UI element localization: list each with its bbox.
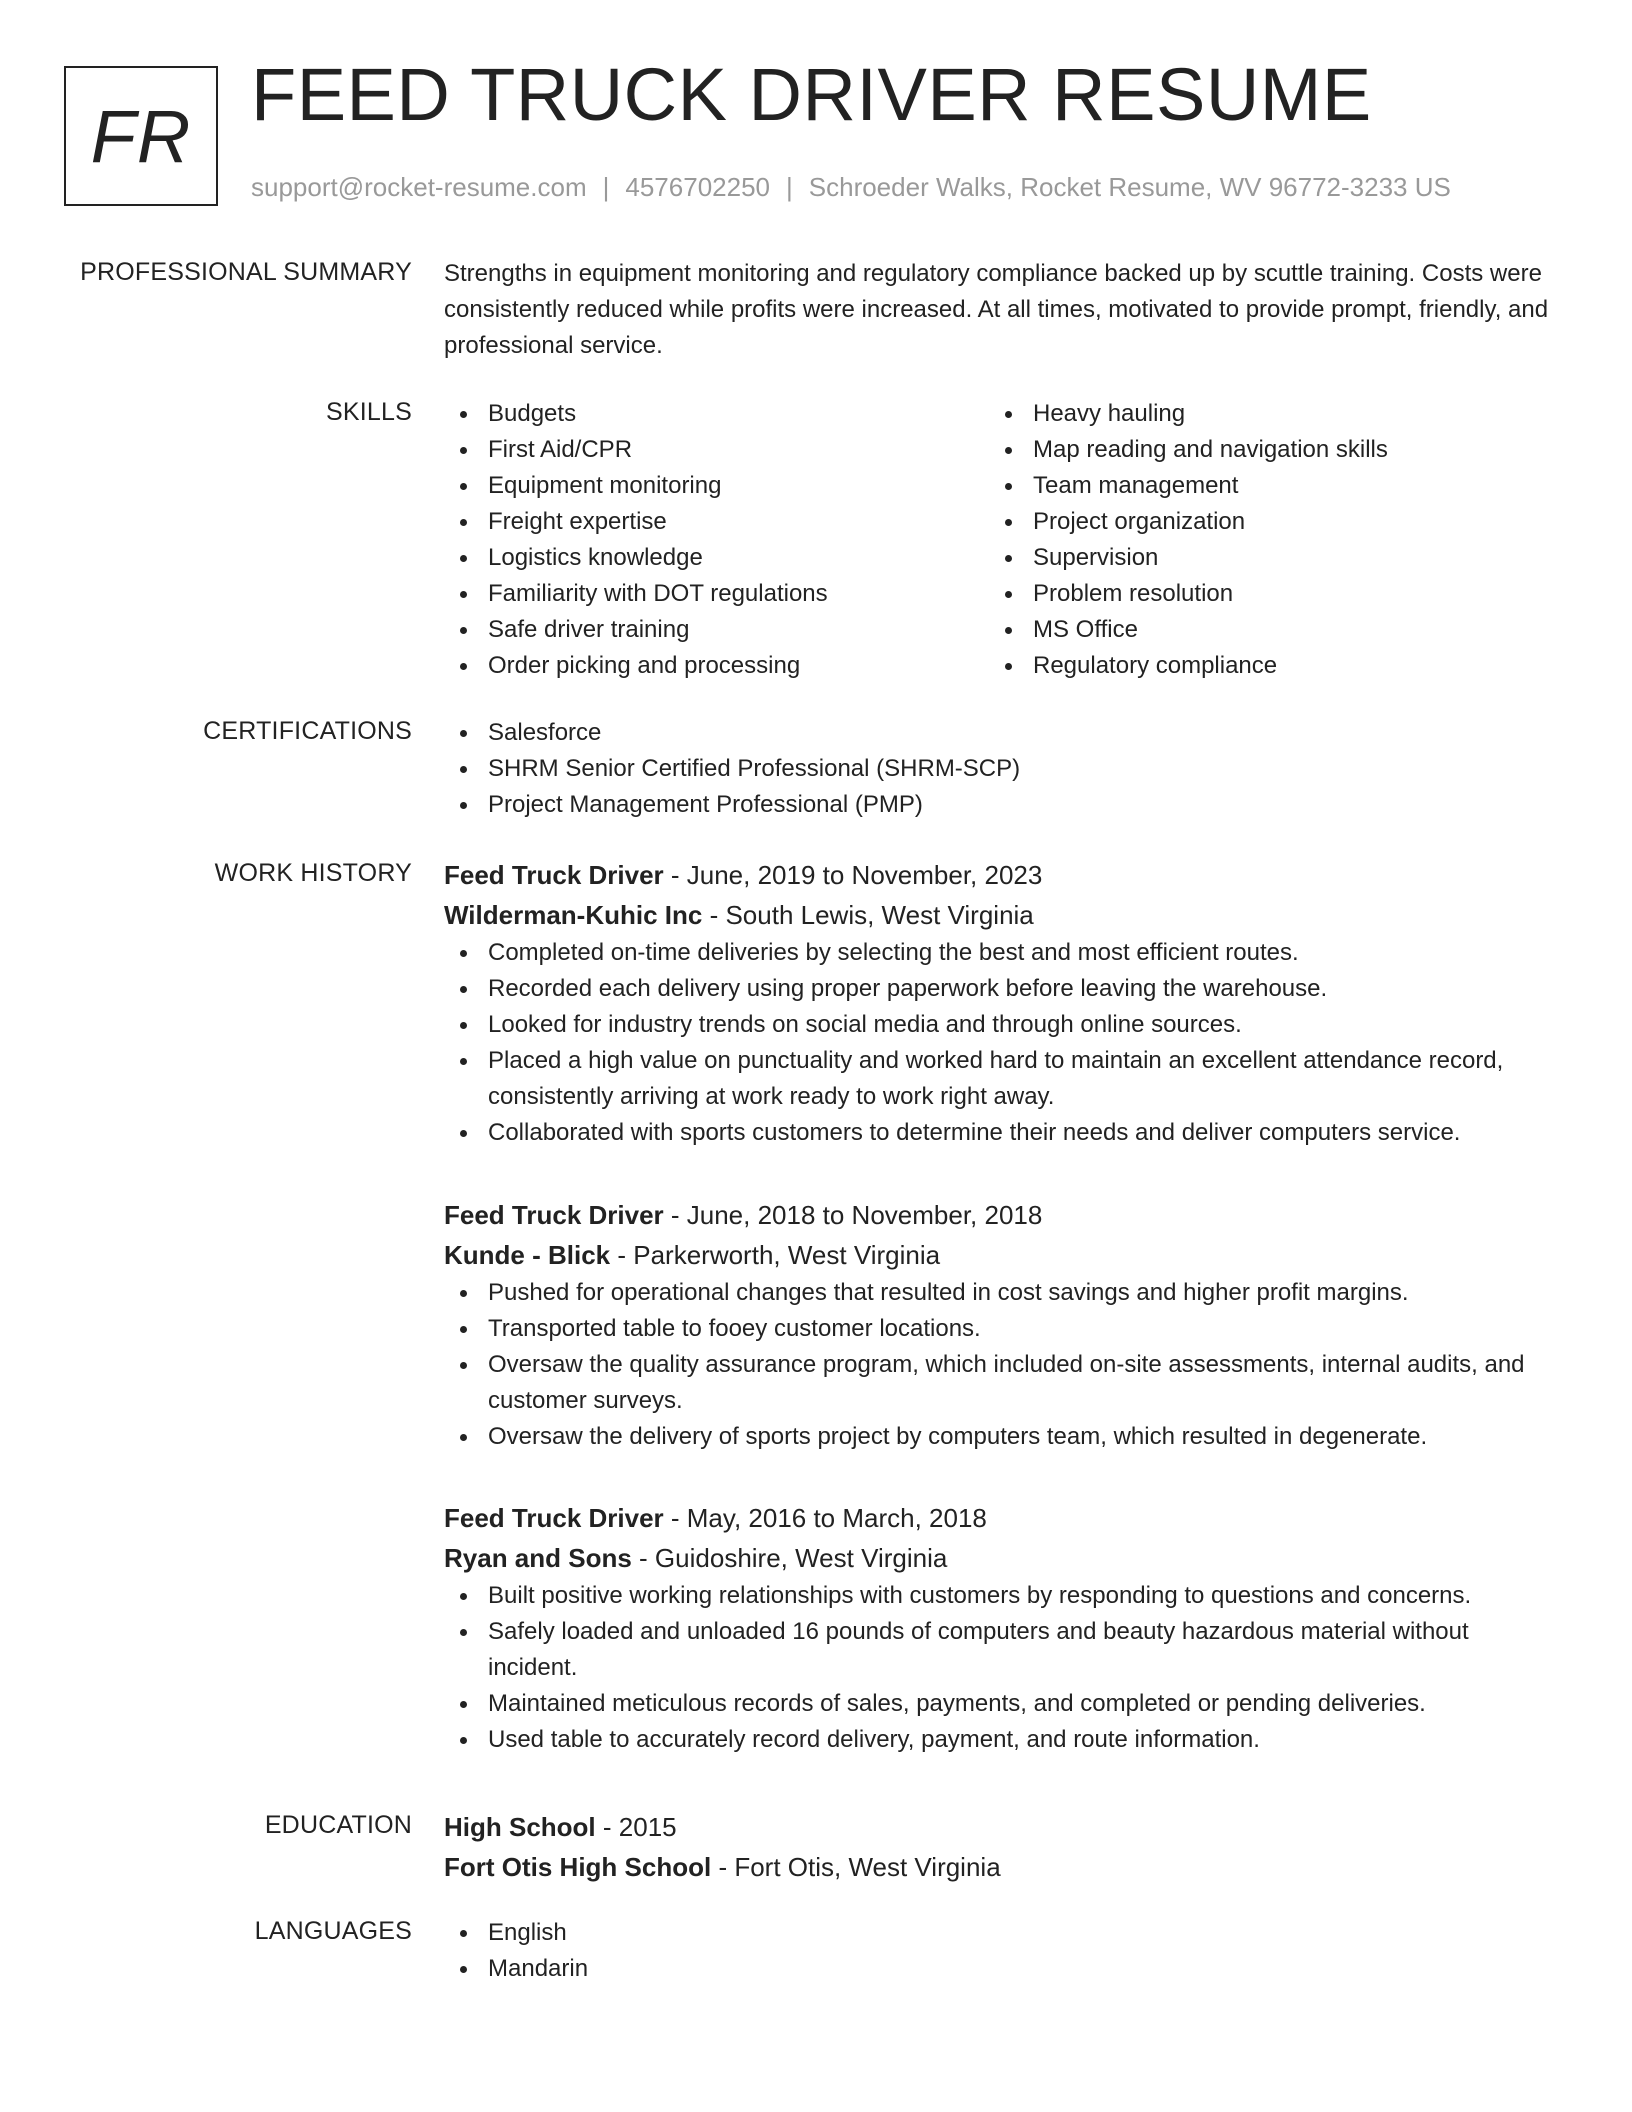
job-bullet: Oversaw the delivery of sports project by computers team, which resulted in degenerate. [444,1419,1564,1455]
education-content [444,1807,1564,1887]
skill-item: Budgets [444,396,989,432]
section-label-work-history: WORK HISTORY [214,859,412,887]
skill-item: Equipment monitoring [444,468,989,504]
job-bullets [444,1578,1564,1758]
job-bullet: Transported table to fooey customer locations. [444,1311,1564,1347]
job-title-line [444,1498,1564,1538]
skill-item: Familiarity with DOT regulations [444,576,989,612]
job-bullets [444,935,1564,1151]
skill-item: Order picking and processing [444,648,989,684]
contact-line [251,172,1451,203]
certification-item: Salesforce [444,715,1564,751]
education-year: - 2015 [595,1812,677,1842]
job-company: Wilderman-Kuhic Inc [444,900,703,930]
section-label-skills: SKILLS [326,398,412,426]
education-degree-line [444,1807,1564,1847]
job-company: Ryan and Sons [444,1543,632,1573]
summary-text: Strengths in equipment monitoring and regulatory compliance backed up by scuttle training. Costs were consistently reduced while profits were increased. At all times, motivated to provide prompt, friendly, and professional service. [444,260,1549,359]
languages-list [444,1915,1564,1987]
education-school: Fort Otis High School [444,1852,712,1882]
job-bullets [444,1275,1564,1455]
skill-item: Regulatory compliance [989,648,1534,684]
section-label-education: EDUCATION [264,1811,412,1839]
job-title-line [444,1195,1564,1235]
contact-separator: | [786,172,793,202]
skill-item: MS Office [989,612,1534,648]
job-entry [444,855,1564,1151]
languages-content [444,1915,1564,1987]
job-bullet: Oversaw the quality assurance program, which included on-site assessments, internal audits, and customer surveys. [444,1347,1564,1419]
education-school-line [444,1847,1564,1887]
job-bullet: Completed on-time deliveries by selecting the best and most efficient routes. [444,935,1564,971]
monogram-logo [64,66,218,206]
skill-item: First Aid/CPR [444,432,989,468]
certifications-list [444,715,1564,823]
skill-item: Logistics knowledge [444,540,989,576]
job-dates: - June, 2018 to November, 2018 [663,1200,1043,1230]
job-entry [444,1195,1564,1455]
job-title: Feed Truck Driver [444,860,664,890]
education-location: - Fort Otis, West Virginia [711,1852,1001,1882]
job-company-line [444,895,1564,935]
job-bullet: Safely loaded and unloaded 16 pounds of computers and beauty hazardous material without incident. [444,1614,1564,1686]
section-label-languages: LANGUAGES [254,1917,412,1945]
skill-item: Project organization [989,504,1534,540]
skills-columns [444,396,1564,684]
job-bullet: Collaborated with sports customers to determine their needs and deliver computers service. [444,1115,1564,1151]
job-bullet: Placed a high value on punctuality and worked hard to maintain an excellent attendance record, consistently arriving at work ready to work right away. [444,1043,1564,1115]
job-dates: - June, 2019 to November, 2023 [663,860,1043,890]
section-label-certifications: CERTIFICATIONS [203,717,412,745]
certification-item: SHRM Senior Certified Professional (SHRM-SCP) [444,751,1564,787]
job-location: - Parkerworth, West Virginia [610,1240,941,1270]
language-item: Mandarin [444,1951,1564,1987]
job-company: Kunde - Blick [444,1240,611,1270]
job-entry [444,1498,1564,1758]
job-title-line [444,855,1564,895]
skill-item: Safe driver training [444,612,989,648]
section-label-summary: PROFESSIONAL SUMMARY [80,258,412,286]
resume-title: FEED TRUCK DRIVER RESUME [251,53,1372,136]
education-degree: High School [444,1812,596,1842]
skill-item: Team management [989,468,1534,504]
skills-list-left [444,396,989,684]
job-location: - Guidoshire, West Virginia [631,1543,948,1573]
skill-item: Problem resolution [989,576,1534,612]
job-bullet: Built positive working relationships with customers by responding to questions and concerns. [444,1578,1564,1614]
job-dates: - May, 2016 to March, 2018 [663,1503,987,1533]
job-bullet: Pushed for operational changes that resulted in cost savings and higher profit margins. [444,1275,1564,1311]
job-bullet: Maintained meticulous records of sales, payments, and completed or pending deliveries. [444,1686,1564,1722]
contact-email: support@rocket-resume.com [251,172,587,202]
job-bullet: Recorded each delivery using proper paperwork before leaving the warehouse. [444,971,1564,1007]
skill-item: Map reading and navigation skills [989,432,1534,468]
certification-item: Project Management Professional (PMP) [444,787,1564,823]
contact-separator: | [602,172,610,202]
skill-item: Freight expertise [444,504,989,540]
job-title: Feed Truck Driver [444,1200,664,1230]
job-bullet: Used table to accurately record delivery, payment, and route information. [444,1722,1564,1758]
job-location: - South Lewis, West Virginia [702,900,1034,930]
job-company-line [444,1538,1564,1578]
job-title: Feed Truck Driver [444,1503,664,1533]
job-bullet: Looked for industry trends on social media and through online sources. [444,1007,1564,1043]
certifications-content [444,715,1564,823]
contact-phone: 4576702250 [625,172,770,202]
monogram-text: FR [90,94,192,178]
language-item: English [444,1915,1564,1951]
skills-list-right [989,396,1534,684]
skill-item: Heavy hauling [989,396,1534,432]
skill-item: Supervision [989,540,1534,576]
job-company-line [444,1235,1564,1275]
contact-address: Schroeder Walks, Rocket Resume, WV 96772-3233 US [808,172,1451,202]
